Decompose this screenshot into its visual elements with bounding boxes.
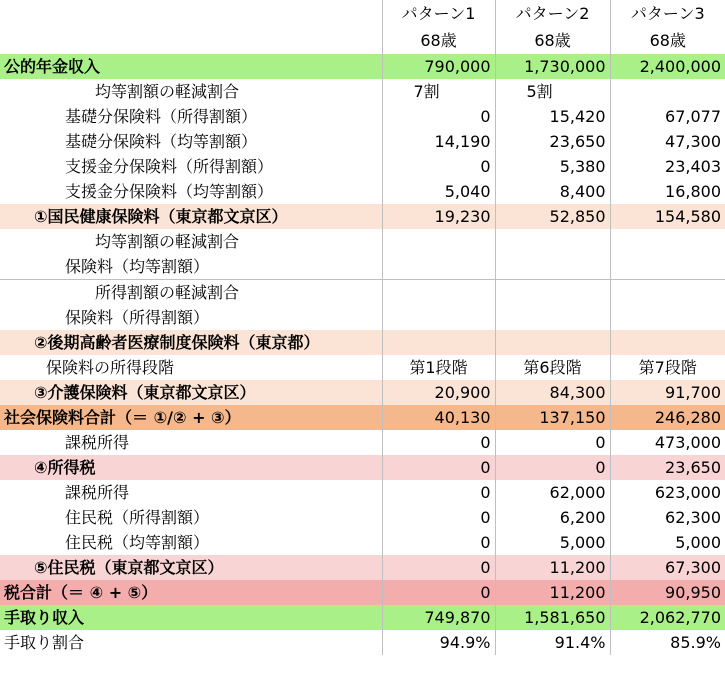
row-elderly-equal-premium — [0, 254, 725, 280]
row-national-health-insurance — [0, 204, 725, 229]
cell-pattern2 — [495, 330, 610, 355]
cell-pattern3: 5,000 — [610, 530, 725, 555]
row-label: 税合計（＝ ④ + ⑤） — [0, 580, 382, 605]
cell-pattern3 — [610, 229, 725, 254]
cell-pattern1: 0 — [382, 555, 495, 580]
column-header-pattern2: パターン2 — [495, 0, 610, 27]
cell-pattern3: 2,062,770 — [610, 605, 725, 630]
row-pension-income — [0, 54, 725, 79]
row-elderly-income-reduction — [0, 280, 725, 306]
cell-pattern1: 0 — [382, 480, 495, 505]
row-label: 支援金分保険料（所得割額） — [65, 157, 274, 176]
row-nursing-care-insurance — [0, 380, 725, 405]
cell-pattern3 — [610, 330, 725, 355]
cell-pattern3 — [610, 254, 725, 280]
row-net-ratio — [0, 630, 725, 655]
cell-pattern2 — [495, 254, 610, 280]
row-label: 手取り割合 — [4, 633, 85, 652]
row-resident-tax — [0, 555, 725, 580]
row-income-tax — [0, 455, 725, 480]
cell-pattern1: 5,040 — [382, 179, 495, 204]
cell-pattern2: 第6段階 — [495, 355, 610, 380]
row-label: 均等割額の軽減割合 — [95, 82, 240, 101]
row-elderly-income-premium — [0, 305, 725, 330]
header-corner-age — [0, 27, 382, 54]
cell-pattern3 — [610, 305, 725, 330]
cell-pattern3: 23,403 — [610, 154, 725, 179]
header-row-age — [0, 27, 725, 54]
cell-pattern3: 246,280 — [610, 405, 725, 430]
row-label: 保険料（均等割額） — [65, 257, 210, 276]
cell-pattern3: 623,000 — [610, 480, 725, 505]
cell-pattern3 — [610, 280, 725, 306]
cell-pattern2: 62,000 — [495, 480, 610, 505]
row-label: 基礎分保険料（均等割額） — [65, 132, 258, 151]
cell-pattern1: 94.9% — [382, 630, 495, 655]
row-label: ⑤住民税（東京都文京区） — [0, 555, 382, 580]
row-basic-income-based — [0, 104, 725, 129]
column-age-pattern3: 68歳 — [610, 27, 725, 54]
row-premium-income-stage — [0, 355, 725, 380]
cell-pattern3: 16,800 — [610, 179, 725, 204]
row-label: ①国民健康保険料（東京都文京区） — [0, 204, 382, 229]
row-support-equal — [0, 179, 725, 204]
row-label: 社会保険料合計（＝ ①/② + ③） — [0, 405, 382, 430]
row-social-insurance-total — [0, 405, 725, 430]
cell-pattern1: 0 — [382, 580, 495, 605]
row-basic-equal — [0, 129, 725, 154]
cell-pattern3: 47,300 — [610, 129, 725, 154]
column-age-pattern1: 68歳 — [382, 27, 495, 54]
cell-pattern2: 5,380 — [495, 154, 610, 179]
cell-pattern2: 15,420 — [495, 104, 610, 129]
cell-pattern2: 137,150 — [495, 405, 610, 430]
cell-pattern3: 473,000 — [610, 430, 725, 455]
cell-pattern2: 0 — [495, 430, 610, 455]
header-row-pattern — [0, 0, 725, 27]
cell-pattern1: 0 — [382, 455, 495, 480]
cell-pattern2: 8,400 — [495, 179, 610, 204]
cell-pattern2: 1,730,000 — [495, 54, 610, 79]
cell-pattern2: 84,300 — [495, 380, 610, 405]
row-label: ③介護保険料（東京都文京区） — [0, 380, 382, 405]
row-label: 支援金分保険料（均等割額） — [65, 182, 274, 201]
cell-pattern3: 62,300 — [610, 505, 725, 530]
cell-pattern2: 5割 — [495, 79, 610, 104]
cell-pattern1: 40,130 — [382, 405, 495, 430]
cell-pattern1: 20,900 — [382, 380, 495, 405]
row-tax-total — [0, 580, 725, 605]
cell-pattern1 — [382, 254, 495, 280]
cell-pattern2 — [495, 280, 610, 306]
row-resident-tax-equal — [0, 530, 725, 555]
column-header-pattern3: パターン3 — [610, 0, 725, 27]
cell-pattern1: 0 — [382, 530, 495, 555]
cell-pattern3: 2,400,000 — [610, 54, 725, 79]
cell-pattern1: 7割 — [382, 79, 495, 104]
row-label: 公的年金収入 — [0, 54, 382, 79]
cell-pattern2: 91.4% — [495, 630, 610, 655]
cell-pattern3: 91,700 — [610, 380, 725, 405]
cell-pattern2: 5,000 — [495, 530, 610, 555]
column-header-pattern1: パターン1 — [382, 0, 495, 27]
row-taxable-income-local — [0, 480, 725, 505]
row-taxable-income-national — [0, 430, 725, 455]
cell-pattern2: 11,200 — [495, 580, 610, 605]
row-label: ④所得税 — [0, 455, 382, 480]
cell-pattern2: 23,650 — [495, 129, 610, 154]
cell-pattern2: 0 — [495, 455, 610, 480]
cell-pattern1: 19,230 — [382, 204, 495, 229]
cell-pattern2: 6,200 — [495, 505, 610, 530]
cell-pattern1: 14,190 — [382, 129, 495, 154]
cell-pattern2: 1,581,650 — [495, 605, 610, 630]
cell-pattern2 — [495, 229, 610, 254]
cell-pattern1: 790,000 — [382, 54, 495, 79]
row-support-income-based — [0, 154, 725, 179]
row-label: 課税所得 — [65, 483, 130, 502]
cell-pattern1 — [382, 330, 495, 355]
row-label: 均等割額の軽減割合 — [95, 232, 240, 251]
cell-pattern1: 第1段階 — [382, 355, 495, 380]
cell-pattern1: 0 — [382, 104, 495, 129]
cell-pattern3: 67,077 — [610, 104, 725, 129]
column-age-pattern2: 68歳 — [495, 27, 610, 54]
cell-pattern3: 85.9% — [610, 630, 725, 655]
cell-pattern1 — [382, 229, 495, 254]
cell-pattern1 — [382, 280, 495, 306]
row-equal-reduction-ratio — [0, 79, 725, 104]
cell-pattern3: 67,300 — [610, 555, 725, 580]
cell-pattern1: 0 — [382, 430, 495, 455]
cell-pattern3: 23,650 — [610, 455, 725, 480]
row-label: ②後期高齢者医療制度保険料（東京都） — [0, 330, 382, 355]
cell-pattern3: 第7段階 — [610, 355, 725, 380]
header-corner — [0, 0, 382, 27]
cell-pattern3: 154,580 — [610, 204, 725, 229]
cell-pattern2: 52,850 — [495, 204, 610, 229]
cell-pattern1: 749,870 — [382, 605, 495, 630]
row-label: 所得割額の軽減割合 — [0, 280, 382, 306]
cell-pattern2 — [495, 305, 610, 330]
cell-pattern3: 90,950 — [610, 580, 725, 605]
row-label: 基礎分保険料（所得割額） — [65, 107, 258, 126]
cell-pattern2: 11,200 — [495, 555, 610, 580]
cell-pattern1: 0 — [382, 154, 495, 179]
cell-pattern1: 0 — [382, 505, 495, 530]
cell-pattern1 — [382, 305, 495, 330]
row-label: 保険料の所得段階 — [46, 358, 175, 377]
row-label: 手取り収入 — [0, 605, 382, 630]
cell-pattern3 — [610, 79, 725, 104]
row-elderly-equal-reduction — [0, 229, 725, 254]
row-label: 課税所得 — [65, 433, 130, 452]
row-label: 保険料（所得割額） — [65, 308, 210, 327]
row-label: 住民税（均等割額） — [65, 533, 210, 552]
row-net-income — [0, 605, 725, 630]
row-resident-tax-income-based — [0, 505, 725, 530]
row-label: 住民税（所得割額） — [65, 508, 210, 527]
row-late-elderly-insurance — [0, 330, 725, 355]
